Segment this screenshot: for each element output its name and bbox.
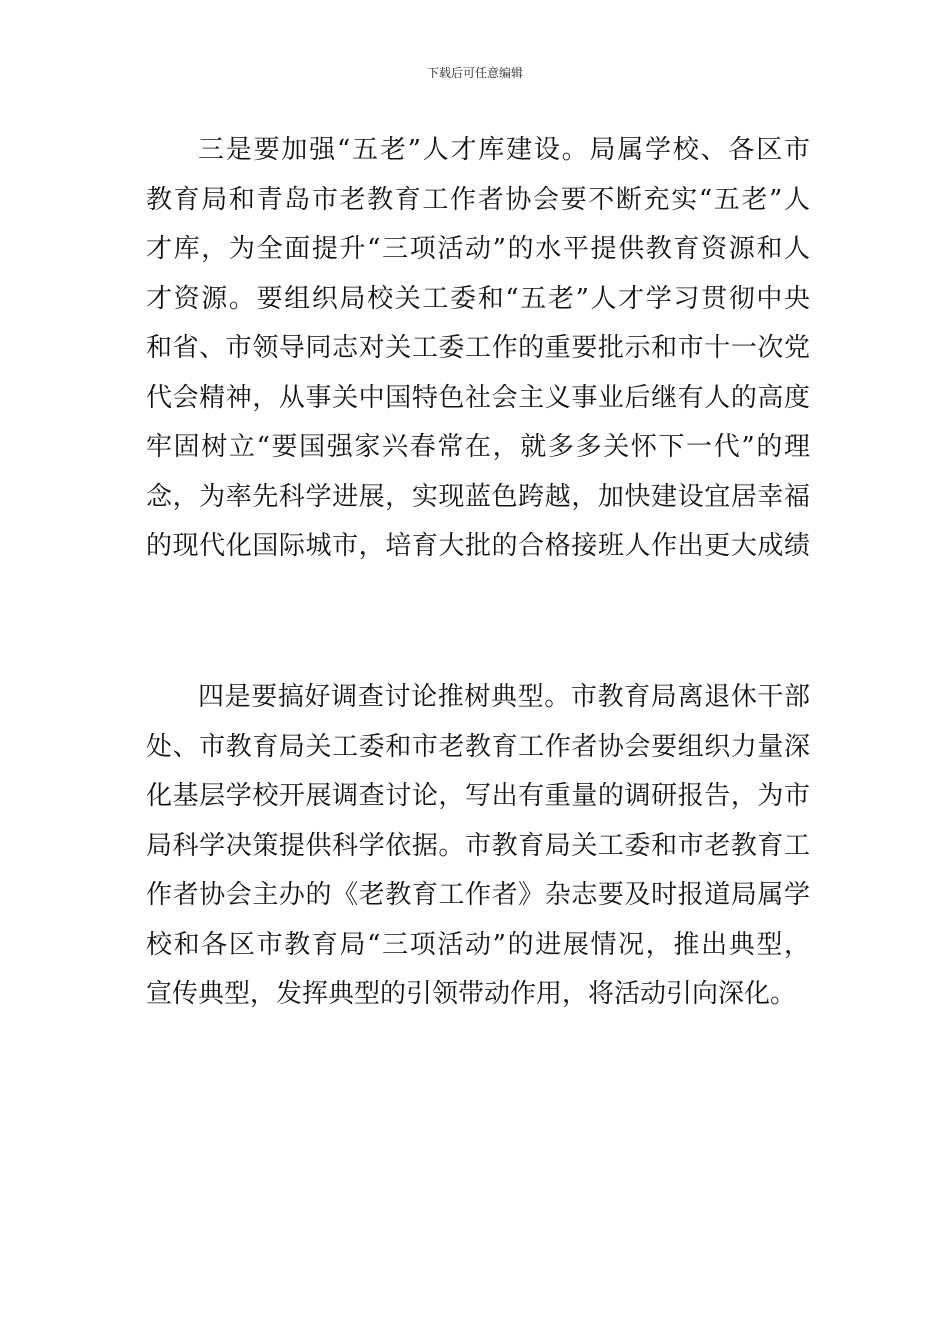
paragraph-line: 才库，为全面提升“三项活动”的水平提供教育资源和人 — [146, 234, 810, 264]
page-header: 下载后可任意编辑 — [426, 66, 523, 80]
paragraph-line: 牢固树立“要国强家兴春常在，就多多关怀下一代”的理 — [146, 432, 810, 462]
paragraph-three-talent-pool — [146, 126, 810, 572]
paragraph-line: 作者协会主办的《老教育工作者》杂志要及时报道局属学 — [146, 880, 810, 910]
paragraph-line: 教育局和青岛市老教育工作者协会要不断充实“五老”人 — [146, 184, 810, 215]
paragraph-line: 四是要搞好调查讨论推树典型。市教育局离退休干部 — [198, 682, 810, 712]
paragraph-line: 的现代化国际城市，培育大批的合格接班人作出更大成绩 — [146, 531, 810, 561]
paragraph-line: 化基层学校开展调查讨论，写出有重量的调研报告，为市 — [146, 781, 810, 811]
paragraph-line: 念，为率先科学进展，实现蓝色跨越，加快建设宜居幸福 — [146, 481, 810, 512]
paragraph-line: 才资源。要组织局校关工委和“五老”人才学习贯彻中央 — [146, 283, 810, 314]
paragraph-line: 局科学决策提供科学依据。市教育局关工委和市老教育工 — [146, 830, 810, 861]
paragraph-line: 三是要加强“五老”人才库建设。局属学校、各区市 — [198, 135, 810, 165]
paragraph-line: 和省、市领导同志对关工委工作的重要批示和市十一次党 — [146, 333, 810, 363]
paragraph-line: 宣传典型，发挥典型的引领带动作用，将活动引向深化。 — [146, 979, 797, 1009]
paragraph-line: 代会精神，从事关中国特色社会主义事业后继有人的高度 — [146, 382, 810, 413]
paragraph-line: 校和各区市教育局“三项活动”的进展情况，推出典型， — [146, 929, 810, 960]
paragraph-line: 处、市教育局关工委和市老教育工作者协会要组织力量深 — [146, 731, 810, 762]
paragraph-four-research-typical — [146, 673, 810, 1020]
